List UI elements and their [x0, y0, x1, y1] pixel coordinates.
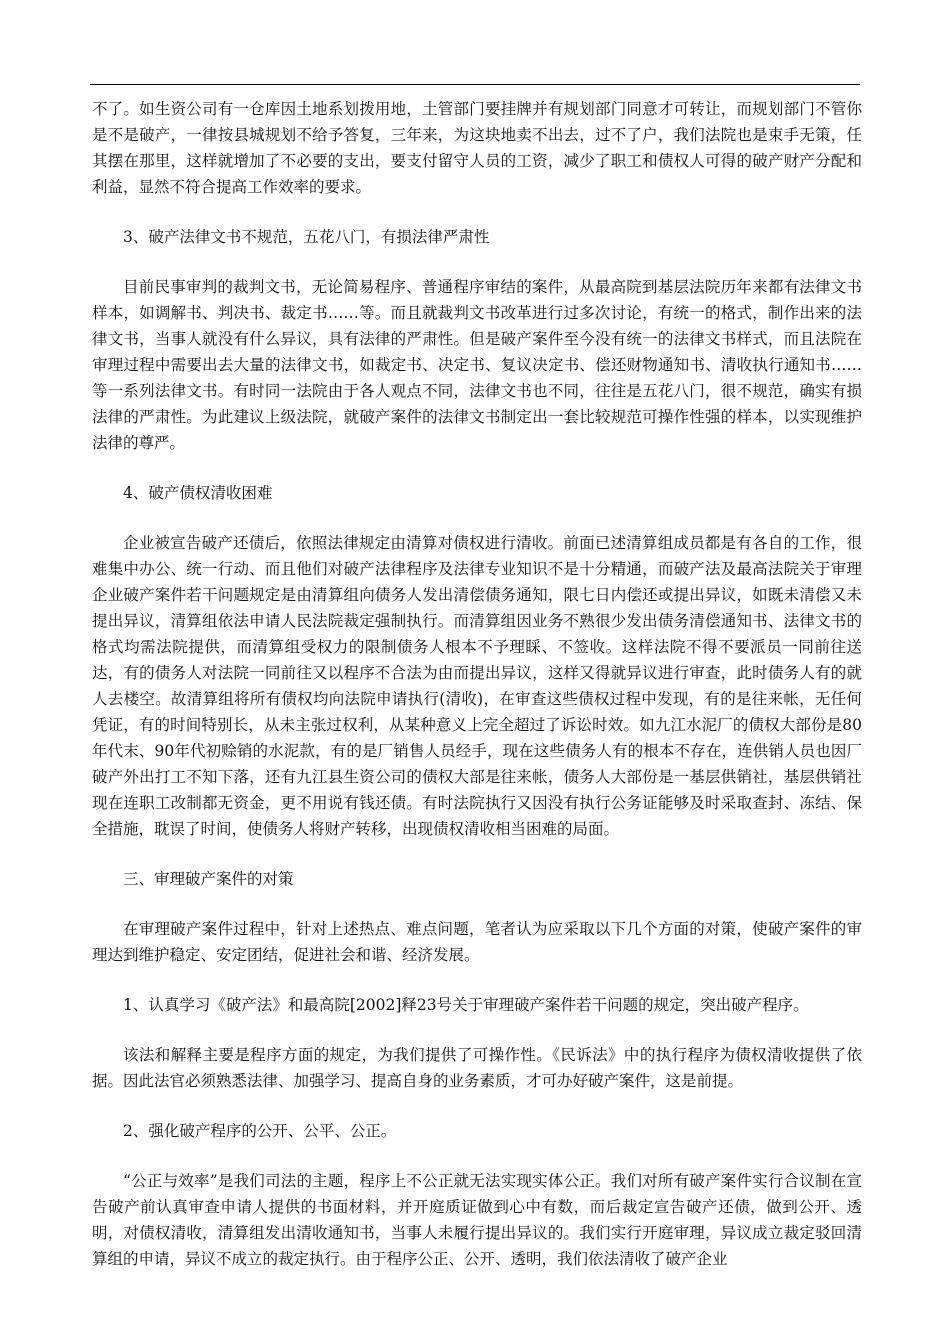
section-heading-1: 1、认真学习《破产法》和最高院[2002]释23号关于审理破产案件若干问题的规定，突出破产程序。	[123, 996, 809, 1014]
paragraph-study-law: 该法和解释主要是程序方面的规定，为我们提供了可操作性。《民诉法》中的执行程序为债权清收提供了依据。因此法官必须熟悉法律、加强学习、提高自身的业务素质，才可办好破产案件，这是前提。	[92, 1046, 862, 1090]
paragraph-fairness: “公正与效率”是我们司法的主题，程序上不公正就无法实现实体公正。我们对所有破产案件实行合议制在宣告破产前认真审查申请人提供的书面材料，并开庭质证做到心中有数，而后裁定宣告破产还债，做到公开、透明，对债权清收，清算组发出清收通知书，当事人未履行提出异议的。我们实行开庭审理，异议成立裁定驳回清算组的申请，异议不成立的裁定执行。由于程序公正、公开、透明，我们依法清收了破产企业	[92, 1172, 862, 1268]
section-heading-2: 2、强化破产程序的公开、公平、公正。	[123, 1122, 397, 1140]
paragraph-legal-documents: 目前民事审判的裁判文书，无论简易程序、普通程序审结的案件，从最高院到基层法院历年来都有法律文书样本，如调解书、判决书、裁定书……等。而且就裁判文书改革进行过多次讨论，有统一的格式，制作出来的法律文书，当事人就没有什么异议，具有法律的严肃性。但是破产案件至今没有统一的法律文书样式，而且法院在审理过程中需要出去大量的法律文书，如裁定书、决定书、复议决定书、偿还财物通知书、清收执行通知书……等一系列法律文书。有时同一法院由于各人观点不同，法律文书也不同，往往是五花八门，很不规范，确实有损法律的严肃性。为此建议上级法院，就破产案件的法律文书制定出一套比较规范可操作性强的样本，以实现维护法律的尊严。	[92, 278, 862, 452]
header-rule	[90, 84, 860, 85]
paragraph-debt-collection: 企业被宣告破产还债后，依照法律规定由清算对债权进行清收。前面已述清算组成员都是有各自的工作，很难集中办公、统一行动、而且他们对破产法律程序及法律专业知识不是十分精通，而破产法及最高法院关于审理企业破产案件若干问题规定是由清算组向债务人发出清偿债务通知，限七日内偿还或提出异议，如既未清偿又未提出异议，清算组依法申请人民法院裁定强制执行。而清算组因业务不熟很少发出债务清偿通知书、法律文书的格式均需法院提供，而清算组受权力的限制债务人根本不予理睬、不签收。这样法院不得不要派员一同前往送达，有的债务人对法院一同前往又以程序不合法为由而提出异议，这样又得就异议进行审查，此时债务人有的就人去楼空。故清算组将所有债权均向法院申请执行(清收)，在审查这些债权过程中发现，有的是往来帐，无任何凭证，有的时间特别长，从未主张过权利，从某种意义上完全超过了诉讼时效。如九江水泥厂的债权大部份是80年代末、90年代初赊销的水泥款，有的是厂销售人员经手，现在这些债务人有的根本不存在，连供销人员也因厂破产外出打工不知下落，还有九江县生资公司的债权大部是往来帐，债务人大部份是一基层供销社，基层供销社现在连职工改制都无资金，更不用说有钱还债。有时法院执行又因没有执行公务证能够及时采取查封、冻结、保全措施，耽误了时间，使债务人将财产转移，出现债权清收相当困难的局面。	[92, 534, 862, 838]
document-body	[92, 92, 862, 1296]
paragraph-countermeasures-intro: 在审理破产案件过程中，针对上述热点、难点问题，笔者认为应采取以下几个方面的对策，使破产案件的审理达到维护稳定、安定团结，促进社会和谐、经济发展。	[92, 920, 862, 964]
section-heading-4: 4、破产债权清收困难	[123, 484, 273, 502]
paragraph-continuation: 不了。如生资公司有一仓库因土地系划拨用地，土管部门要挂牌并有规划部门同意才可转让，而规划部门不管你是不是破产，一律按县城规划不给予答复，三年来，为这块地卖不出去，过不了户，我们法院也是束手无策，任其摆在那里，这样就增加了不必要的支出，要支付留守人员的工资，减少了职工和债权人可得的破产财产分配和利益，显然不符合提高工作效率的要求。	[92, 100, 862, 196]
section-heading-3: 3、破产法律文书不规范，五花八门，有损法律严肃性	[123, 228, 490, 246]
section-heading-countermeasures: 三、审理破产案件的对策	[123, 870, 294, 888]
